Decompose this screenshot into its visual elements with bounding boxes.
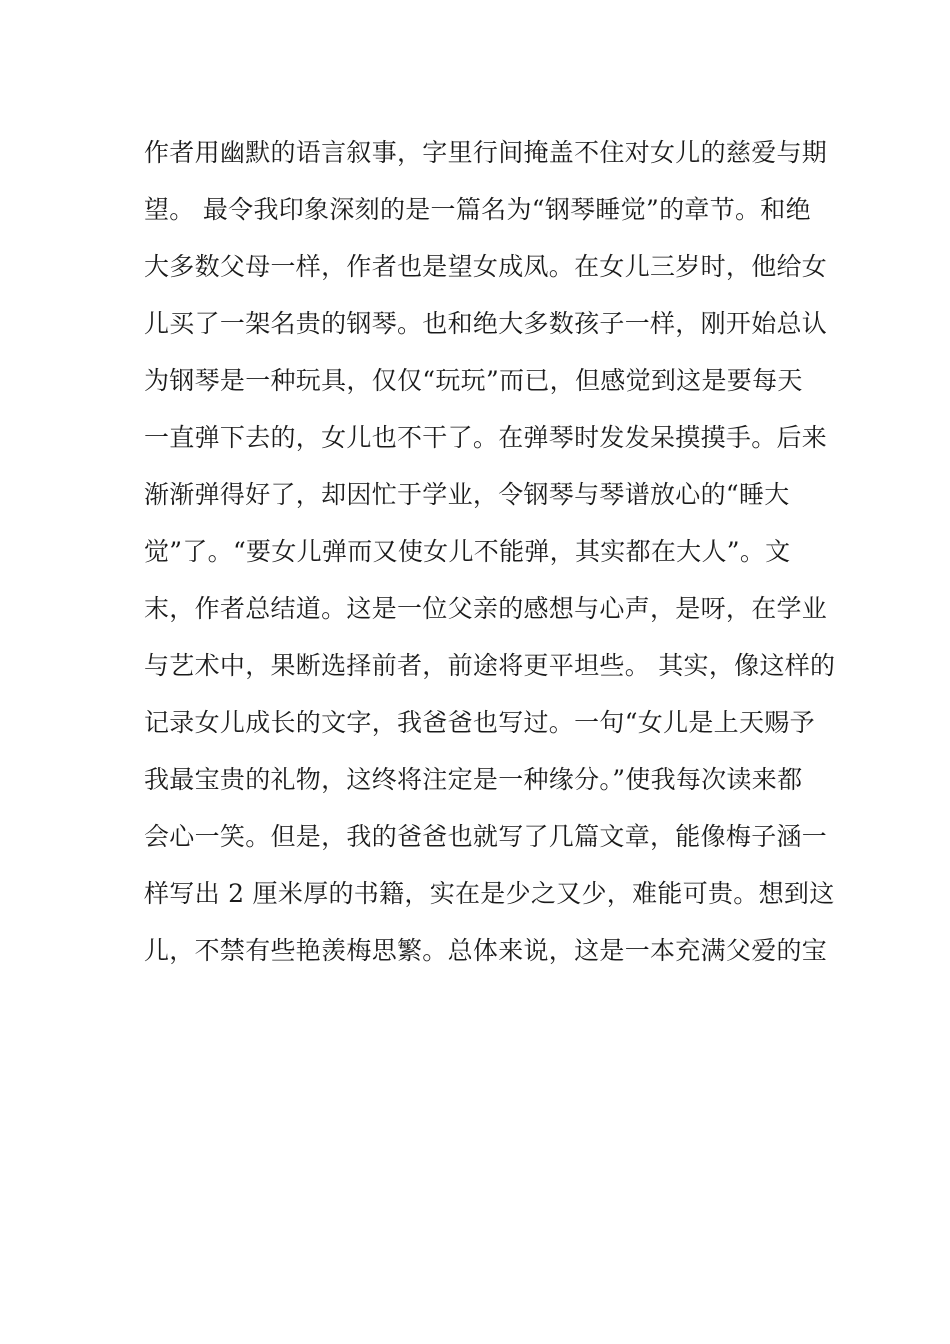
text-line: 样写出 2 厘米厚的书籍，实在是少之又少，难能可贵。想到这 bbox=[144, 879, 835, 908]
text-line: 我最宝贵的礼物，这终将注定是一种缘分。”使我每次读来都 bbox=[144, 765, 803, 794]
text-line: 儿买了一架名贵的钢琴。也和绝大多数孩子一样，刚开始总认 bbox=[144, 309, 828, 338]
text-line: 一直弹下去的，女儿也不干了。在弹琴时发发呆摸摸手。后来 bbox=[144, 423, 828, 452]
text-line: 作者用幽默的语言叙事，字里行间掩盖不住对女儿的慈爱与期 bbox=[144, 138, 828, 167]
text-line: 大多数父母一样，作者也是望女成凤。在女儿三岁时，他给女 bbox=[144, 252, 828, 281]
body-paragraph bbox=[144, 136, 836, 991]
text-line: 为钢琴是一种玩具，仅仅“玩玩”而已，但感觉到这是要每天 bbox=[144, 366, 803, 395]
text-line: 渐渐弹得好了，却因忙于学业，令钢琴与琴谱放心的“睡大 bbox=[144, 480, 790, 509]
text-line: 觉”了。“要女儿弹而又使女儿不能弹，其实都在大人”。文 bbox=[144, 537, 791, 566]
text-line: 末，作者总结道。这是一位父亲的感想与心声，是呀，在学业 bbox=[144, 594, 828, 623]
text-line: 记录女儿成长的文字，我爸爸也写过。一句“女儿是上天赐予 bbox=[144, 708, 815, 737]
text-line: 望。 最令我印象深刻的是一篇名为“钢琴睡觉”的章节。和绝 bbox=[144, 195, 811, 224]
text-line: 与艺术中，果断选择前者，前途将更平坦些。 其实，像这样的 bbox=[144, 651, 836, 680]
text-line: 会心一笑。但是，我的爸爸也就写了几篇文章，能像梅子涵一 bbox=[144, 822, 828, 851]
text-line: 儿，不禁有些艳羡梅思繁。总体来说，这是一本充满父爱的宝 bbox=[144, 936, 828, 965]
